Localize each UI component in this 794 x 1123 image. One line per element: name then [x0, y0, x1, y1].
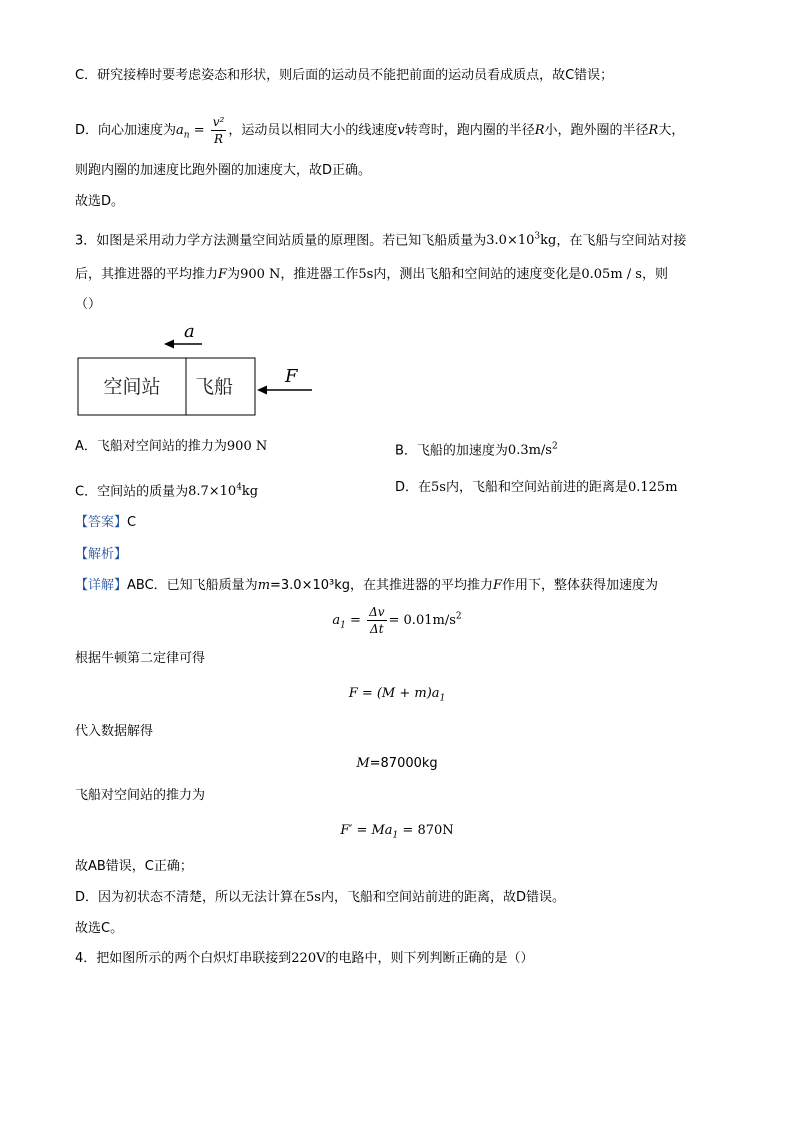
equation-push-force: $F' = Ma_1 = 870N$	[340, 823, 454, 841]
newton-law-text: 根据牛顿第二定律可得	[75, 651, 206, 666]
q3-option-d-explain: D．因为初状态不清楚，所以无法计算在5s内，飞船和空间站前进的距离，故D错误。	[75, 890, 565, 905]
choose-d: 故选D。	[75, 194, 125, 209]
q3-option-d[interactable]: D．在5s内，飞船和空间站前进的距离是0.125m	[395, 480, 678, 495]
q3-conclusion: 故AB错误，C正确；	[75, 859, 193, 874]
q3-answer: 【答案】C	[75, 515, 137, 530]
equation-mass: M=87000kg	[356, 756, 438, 771]
q3-stem-line3: （）	[75, 297, 102, 312]
q3-option-c[interactable]: C．空间站的质量为$8.7\times 10^4kg$	[75, 483, 259, 500]
formula-fraction: $\frac{\text{v²}}{R}$	[212, 115, 225, 146]
q3-figure	[70, 322, 330, 422]
q3-analysis-label: 【解析】	[75, 547, 128, 562]
q3-stem-line2: 后，其推进器的平均推力F为900 N，推进器工作5s内，测出飞船和空间站的速度变化是0.05m / s，则	[75, 267, 668, 282]
q3-option-b[interactable]: B．飞船的加速度为$0.3m/s^2$	[395, 442, 558, 459]
equation-newton: $F = (M + m)a_1$	[348, 686, 446, 704]
option-d-explanation: D．向心加速度为$a_n$ = $\frac{\text{v²}}{R}$ ，运动员以相同大小的线速度v转弯时，跑内圈的半径R小，跑外圈的半径R大，	[75, 115, 685, 146]
force-arrowhead	[257, 386, 267, 395]
formula-an: $a_n$	[176, 123, 190, 141]
acceleration-arrowhead	[164, 340, 174, 349]
acceleration-label: a	[184, 322, 195, 342]
q3-option-a[interactable]: A．飞船对空间站的推力为900 N	[75, 439, 268, 454]
push-force-text: 飞船对空间站的推力为	[75, 788, 206, 803]
substitute-text: 代入数据解得	[75, 724, 154, 739]
option-d-explanation-line2: 则跑内圈的加速度比跑外圈的加速度大，故D正确。	[75, 163, 372, 178]
option-c-explanation: C．研究接棒时要考虑姿态和形状，则后面的运动员不能把前面的运动员看成质点，故C错误；	[75, 68, 614, 83]
equation-acceleration: $a_1$ = $\frac{\Delta v}{\Delta t}$ = $0.01m/s^2$	[332, 605, 462, 636]
force-label: F	[285, 366, 298, 387]
q3-detail: 【详解】ABC．已知飞船质量为m=3.0×10³kg，在其推进器的平均推力F作用下，整体获得加速度为	[75, 578, 659, 593]
q3-choose: 故选C。	[75, 921, 124, 936]
q4-stem: 4．把如图所示的两个白炽灯串联接到220V的电路中，则下列判断正确的是（）	[75, 951, 534, 966]
q3-stem-line1: 3．如图是采用动力学方法测量空间站质量的原理图。若已知飞船质量为$3.0\times 10^3kg$，在飞船与空间站对接	[75, 232, 687, 249]
ship-label: 飞船	[194, 376, 234, 398]
station-label: 空间站	[103, 376, 161, 398]
